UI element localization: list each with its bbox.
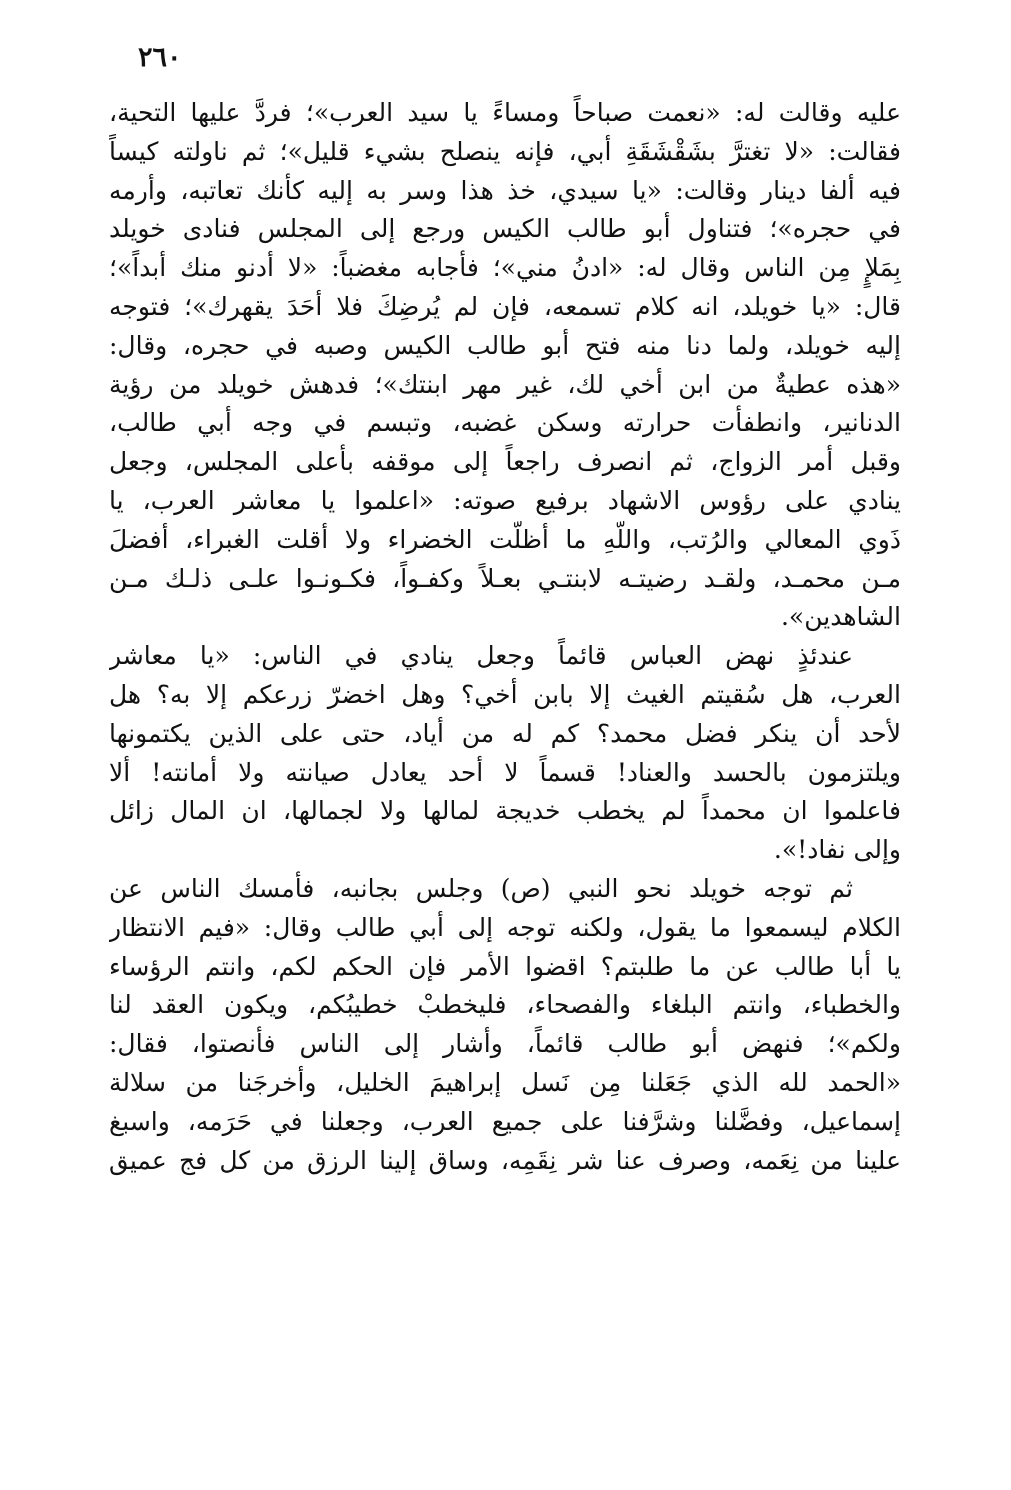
text-line: عليه وقالت له: «نعمت صباحاً ومساءً يا سيد العرب»؛ فردَّ عليها التحية، [109,98,901,127]
text-line: مـن محمـد، ولقـد رضيتـه لابنتـي بعـلاً وكفـواً، فكـونـوا علـى ذلـك مـن [109,563,901,593]
text-line: وقبل أمر الزواج، ثم انصرف راجعاً إلى موقفه بأعلى المجلس، وجعل [109,447,901,477]
text-line: فيه ألفا دينار وقالت: «يا سيدي، خذ هذا وسر به إليه كأنك تعاتبه، وأرمه [109,175,901,205]
text-line: ذَوي المعالي والرُتب، واللّهِ ما أظلَّت الخضراء ولا أقلت الغبراء، أفضلَ [109,524,901,554]
text-line: ينادي على رؤوس الاشهاد برفيع صوته: «اعلموا يا معاشر العرب، يا [109,485,901,515]
text-line: الدنانير، وانطفأت حرارته وسكن غضبه، وتبسم في وجه أبي طالب، [109,408,901,438]
text-line: يا أبا طالب عن ما طلبتم؟ اقضوا الأمر فإن الحكم لكم، وانتم الرؤساء [109,951,901,981]
text-line: «الحمد لله الذي جَعَلنا مِن نَسل إبراهيمَ الخليل، وأخرجَنا من سلالة [109,1067,901,1097]
text-line: العرب، هل سُقيتم الغيث إلا بابن أخي؟ وهل اخضرّ زرعكم إلا به؟ هل [109,679,901,709]
text-line: فاعلموا ان محمداً لم يخطب خديجة لمالها ولا لجمالها، ان المال زائل [109,796,901,826]
text-line: الشاهدين». [780,602,901,632]
text-line: فقالت: «لا تغترَّ بشَقْشَقَةِ أبي، فإنه ينصلح بشيء قليل»؛ ثم ناولته كيساً [109,136,901,166]
text-line: في حجره»؛ فتناول أبو طالب الكيس ورجع إلى المجلس فنادى خويلد [109,214,901,244]
text-line: علينا من نِعَمه، وصرف عنا شر نِقَمِه، وساق إلينا الرزق من كل فج عميق [109,1145,901,1175]
text-line: ولكم»؛ فنهض أبو طالب قائماً، وأشار إلى الناس فأنصتوا، فقال: [109,1029,901,1059]
text-line: ويلتزمون بالحسد والعناد! قسماً لا أحد يعادل صيانته ولا أمانته! ألا [109,757,901,787]
text-line: بِمَلإٍ مِن الناس وقال له: «ادنُ مني»؛ فأجابه مغضباً: «لا أدنو منك أبداً»؛ [109,253,901,283]
text-line: «هذه عطيةٌ من ابن أخي لك، غير مهر ابنتك»؛ فدهش خويلد من رؤية [109,369,901,399]
text-line: إليه خويلد، ولما دنا منه فتح أبو طالب الكيس وصبه في حجره، وقال: [109,330,901,360]
body-text [109,94,901,1180]
text-line: لأحد أن ينكر فضل محمد؟ كم له من أياد، حتى على الذين يكتمونها [109,718,901,748]
text-line: وإلى نفاد!». [773,835,901,865]
text-line: ثم توجه خويلد نحو النبي (ص) وجلس بجانبه، فأمسك الناس عن [109,873,853,903]
text-line: قال: «يا خويلد، انه كلام تسمعه، فإن لم يُرضِكَ فلا أحَدَ يقهرك»؛ فتوجه [109,291,901,321]
text-line: إسماعيل، وفضَّلنا وشرَّفنا على جميع العرب، وجعلنا في حَرَمه، واسبغ [109,1106,901,1136]
text-line: والخطباء، وانتم البلغاء والفصحاء، فليخطبْ خطيبُكم، ويكون العقد لنا [109,990,901,1020]
text-line: الكلام ليسمعوا ما يقول، ولكنه توجه إلى أبي طالب وقال: «فيم الانتظار [109,912,901,942]
page-number: ٢٦٠ [138,42,182,73]
text-line: عندئذٍ نهض العباس قائماً وجعل ينادي في الناس: «يا معاشر [109,641,853,671]
